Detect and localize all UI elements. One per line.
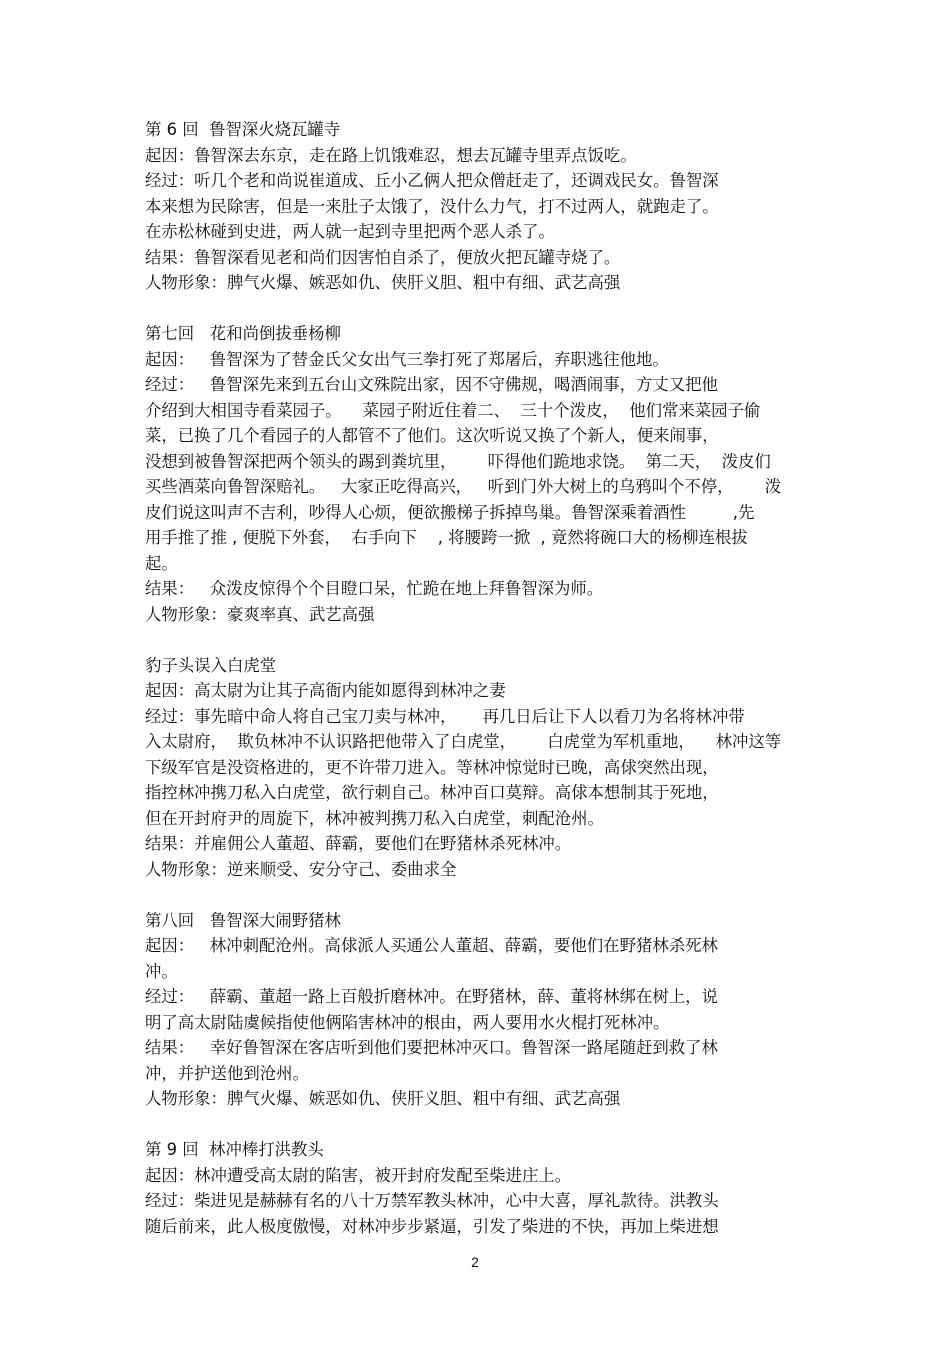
text-line: 在赤松林碰到史进，两人就一起到寺里把两个恶人杀了。: [145, 222, 555, 241]
text-line: 经过：柴进见是赫赫有名的八十万禁军教头林冲，心中大喜，厚礼款待。洪教头: [145, 1191, 719, 1210]
text-line: 人物形象：豪爽率真、武艺高强: [145, 604, 375, 624]
section-title: 第七回 花和尚倒拔垂杨柳: [145, 324, 341, 343]
page-number: 2: [471, 1254, 479, 1270]
text-line: 起因： 鲁智深为了替金氏父女出气三拳打死了郑屠后，弃职逃往他地。: [145, 349, 669, 369]
text-line: 人物形象：逆来顺受、安分守己、委曲求全: [145, 859, 457, 879]
text-line: 买些酒菜向鲁智深赔礼。 大家正吃得高兴， 听到门外大树上的乌鸦叫个不停， 泼: [145, 477, 782, 496]
text-line: 人物形象：脾气火爆、嫉恶如仇、侠肝义胆、粗中有细、武艺高强: [145, 1089, 621, 1108]
text-line: 入太尉府， 欺负林冲不认识路把他带入了白虎堂， 白虎堂为军机重地， 林冲这等: [145, 732, 782, 751]
text-line: 结果： 众泼皮惊得个个目瞪口呆，忙跪在地上拜鲁智深为师。: [145, 579, 604, 598]
section-chapter-6: [145, 117, 835, 296]
text-line: 起因：高太尉为让其子高衙内能如愿得到林冲之妻: [145, 681, 506, 700]
section-title: 第 9 回 林冲棒打洪教头: [145, 1140, 324, 1159]
document-body: [145, 117, 835, 1239]
section-gap: [145, 627, 835, 653]
text-line: 皮们说这叫声不吉利，吵得人心烦，便欲搬梯子拆掉鸟巢。鲁智深乘着酒性 ,先: [145, 502, 755, 522]
text-line: 没想到被鲁智深把两个领头的踢到粪坑里， 吓得他们跪地求饶。 第二天， 泼皮们: [145, 451, 771, 471]
section-white-tiger-hall: [145, 653, 835, 883]
text-line: 指控林冲携刀私入白虎堂，欲行刺自己。林冲百口莫辩。高俅本想制其于死地，: [145, 783, 719, 802]
text-line: 结果：并雇佣公人董超、薛霸，要他们在野猪林杀死林冲。: [145, 834, 572, 853]
section-title: 豹子头误入白虎堂: [145, 655, 277, 675]
section-gap: [145, 1112, 835, 1138]
text-line: 但在开封府尹的周旋下，林冲被判携刀私入白虎堂，刺配沧州。: [145, 808, 604, 828]
text-line: 经过： 鲁智深先来到五台山文殊院出家，因不守佛规，喝酒闹事，方丈又把他: [145, 375, 718, 394]
text-line: 经过：听几个老和尚说崔道成、丘小乙俩人把众僧赶走了，还调戏民女。鲁智深: [145, 171, 719, 190]
text-line: 起因：林冲遭受高太尉的陷害，被开封府发配至柴进庄上。: [145, 1165, 572, 1185]
section-title: 第八回 鲁智深大闹野猪林: [145, 910, 341, 930]
text-line: 起因： 林冲刺配沧州。高俅派人买通公人董超、薛霸，要他们在野猪林杀死林: [145, 936, 718, 955]
text-line: 明了高太尉陆虞候指使他俩陷害林冲的根由，两人要用水火棍打死林冲。: [145, 1012, 670, 1032]
section-chapter-7: [145, 321, 835, 627]
text-line: 结果： 幸好鲁智深在客店听到他们要把林冲灭口。鲁智深一路尾随赶到救了林: [145, 1038, 718, 1057]
section-title: 第 6 回 鲁智深火烧瓦罐寺: [145, 120, 341, 139]
text-line: 起因：鲁智深去东京，走在路上饥饿难忍，想去瓦罐寺里弄点饭吃。: [145, 145, 637, 165]
text-line: 菜，已换了几个看园子的人都管不了他们。这次听说又换了个新人，便来闹事，: [145, 426, 719, 445]
text-line: 冲。: [145, 961, 178, 981]
text-line: 下级军官是没资格进的，更不许带刀进入。等林冲惊觉时已晚，高俅突然出现，: [145, 757, 719, 777]
text-line: 用手推了推 , 便脱下外套， 右手向下 , 将腰跨一掀 , 竟然将碗口大的杨柳连根拔: [145, 528, 748, 547]
section-gap: [145, 296, 835, 322]
text-line: 本来想为民除害，但是一来肚子太饿了，没什么力气，打不过两人，就跑走了。: [145, 196, 719, 216]
text-line: 介绍到大相国寺看菜园子。 菜园子附近住着二、 三十个泼皮， 他们常来菜园子偷: [145, 400, 761, 420]
text-line: 随后前来，此人极度傲慢，对林冲步步紧逼，引发了柴进的不快，再加上柴进想: [145, 1216, 719, 1236]
text-line: 起。: [145, 553, 178, 573]
text-line: 经过：事先暗中命人将自己宝刀卖与林冲， 再几日后让下人以看刀为名将林冲带: [145, 706, 745, 726]
section-gap: [145, 882, 835, 908]
section-chapter-8: [145, 908, 835, 1112]
text-line: 经过： 薛霸、董超一路上百般折磨林冲。在野猪林，薛、董将林绑在树上，说: [145, 987, 718, 1006]
text-line: 结果：鲁智深看见老和尚们因害怕自杀了，便放火把瓦罐寺烧了。: [145, 247, 621, 267]
text-line: 人物形象：脾气火爆、嫉恶如仇、侠肝义胆、粗中有细、武艺高强: [145, 273, 621, 292]
section-chapter-9: [145, 1137, 835, 1239]
text-line: 冲，并护送他到沧州。: [145, 1063, 309, 1083]
